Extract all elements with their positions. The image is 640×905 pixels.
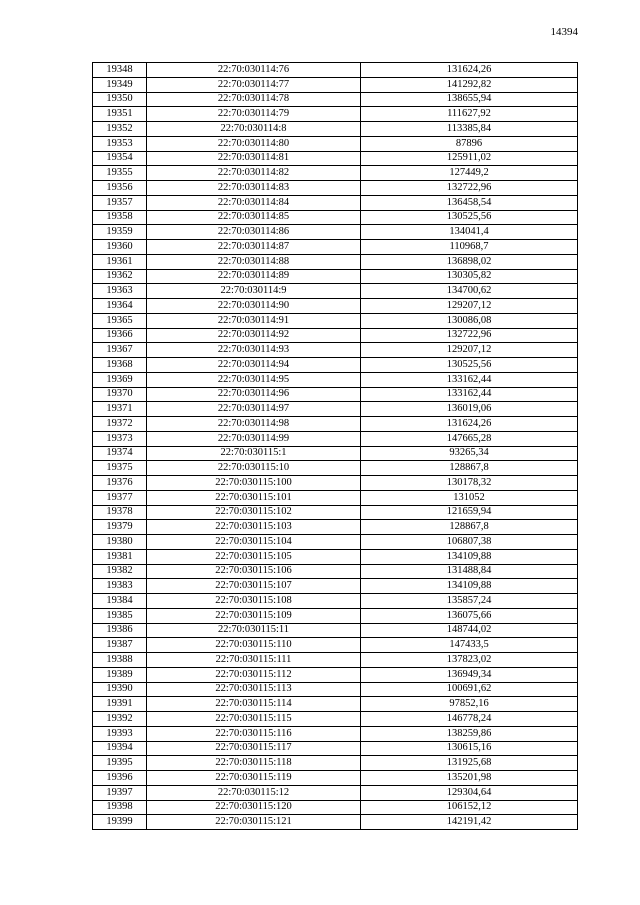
cadastral-number-cell: 22:70:030115:102 <box>147 505 361 520</box>
table-row <box>93 122 578 137</box>
row-number-cell: 19362 <box>93 269 147 284</box>
row-number-cell: 19378 <box>93 505 147 520</box>
table-row <box>93 741 578 756</box>
cadastral-number-cell: 22:70:030115:11 <box>147 623 361 638</box>
row-number-cell: 19384 <box>93 594 147 609</box>
cadastral-value-cell: 132722,96 <box>361 328 578 343</box>
cadastral-number-cell: 22:70:030115:118 <box>147 756 361 771</box>
table-row <box>93 254 578 269</box>
cadastral-number-cell: 22:70:030115:108 <box>147 594 361 609</box>
cadastral-value-cell: 136075,66 <box>361 608 578 623</box>
row-number-cell: 19394 <box>93 741 147 756</box>
row-number-cell: 19397 <box>93 785 147 800</box>
cadastral-value-cell: 129304,64 <box>361 785 578 800</box>
table-row <box>93 800 578 815</box>
row-number-cell: 19364 <box>93 299 147 314</box>
cadastral-value-cell: 132722,96 <box>361 181 578 196</box>
row-number-cell: 19358 <box>93 210 147 225</box>
row-number-cell: 19368 <box>93 358 147 373</box>
table-row <box>93 402 578 417</box>
cadastral-number-cell: 22:70:030115:120 <box>147 800 361 815</box>
row-number-cell: 19379 <box>93 520 147 535</box>
row-number-cell: 19382 <box>93 564 147 579</box>
cadastral-value-cell: 142191,42 <box>361 815 578 830</box>
cadastral-value-cell: 106152,12 <box>361 800 578 815</box>
cadastral-value-cell: 138655,94 <box>361 92 578 107</box>
cadastral-number-cell: 22:70:030114:91 <box>147 313 361 328</box>
cadastral-number-cell: 22:70:030115:100 <box>147 476 361 491</box>
table-row <box>93 343 578 358</box>
table-row <box>93 505 578 520</box>
table-row <box>93 726 578 741</box>
cadastral-value-cell: 131925,68 <box>361 756 578 771</box>
cadastral-number-cell: 22:70:030114:81 <box>147 151 361 166</box>
table-row <box>93 490 578 505</box>
table-row <box>93 682 578 697</box>
row-number-cell: 19363 <box>93 284 147 299</box>
cadastral-number-cell: 22:70:030114:79 <box>147 107 361 122</box>
cadastral-number-cell: 22:70:030115:12 <box>147 785 361 800</box>
table-row <box>93 151 578 166</box>
cadastral-number-cell: 22:70:030114:94 <box>147 358 361 373</box>
row-number-cell: 19349 <box>93 77 147 92</box>
cadastral-number-cell: 22:70:030114:88 <box>147 254 361 269</box>
row-number-cell: 19388 <box>93 653 147 668</box>
cadastral-number-cell: 22:70:030114:92 <box>147 328 361 343</box>
cadastral-number-cell: 22:70:030115:117 <box>147 741 361 756</box>
cadastral-number-cell: 22:70:030115:119 <box>147 771 361 786</box>
row-number-cell: 19387 <box>93 638 147 653</box>
cadastral-value-cell: 146778,24 <box>361 712 578 727</box>
cadastral-value-cell: 133162,44 <box>361 372 578 387</box>
cadastral-value-cell: 147665,28 <box>361 431 578 446</box>
table-row <box>93 269 578 284</box>
table-row <box>93 181 578 196</box>
row-number-cell: 19366 <box>93 328 147 343</box>
cadastral-value-cell: 121659,94 <box>361 505 578 520</box>
table-row <box>93 608 578 623</box>
row-number-cell: 19354 <box>93 151 147 166</box>
row-number-cell: 19375 <box>93 461 147 476</box>
cadastral-number-cell: 22:70:030114:98 <box>147 417 361 432</box>
row-number-cell: 19376 <box>93 476 147 491</box>
table-row <box>93 446 578 461</box>
cadastral-value-cell: 134700,62 <box>361 284 578 299</box>
cadastral-number-cell: 22:70:030115:10 <box>147 461 361 476</box>
cadastral-value-cell: 130178,32 <box>361 476 578 491</box>
cadastral-number-cell: 22:70:030114:96 <box>147 387 361 402</box>
row-number-cell: 19369 <box>93 372 147 387</box>
cadastral-number-cell: 22:70:030114:99 <box>147 431 361 446</box>
cadastral-number-cell: 22:70:030115:106 <box>147 564 361 579</box>
cadastral-value-cell: 87896 <box>361 136 578 151</box>
cadastral-value-cell: 130525,56 <box>361 210 578 225</box>
row-number-cell: 19373 <box>93 431 147 446</box>
row-number-cell: 19367 <box>93 343 147 358</box>
table-row <box>93 92 578 107</box>
cadastral-number-cell: 22:70:030114:93 <box>147 343 361 358</box>
cadastral-value-cell: 129207,12 <box>361 343 578 358</box>
row-number-cell: 19355 <box>93 166 147 181</box>
row-number-cell: 19365 <box>93 313 147 328</box>
cadastral-number-cell: 22:70:030114:90 <box>147 299 361 314</box>
cadastral-number-cell: 22:70:030114:80 <box>147 136 361 151</box>
table-row <box>93 77 578 92</box>
cadastral-number-cell: 22:70:030115:1 <box>147 446 361 461</box>
row-number-cell: 19389 <box>93 667 147 682</box>
table-row <box>93 417 578 432</box>
cadastral-value-cell: 128867,8 <box>361 520 578 535</box>
cadastral-number-cell: 22:70:030114:86 <box>147 225 361 240</box>
table-row <box>93 225 578 240</box>
cadastral-number-cell: 22:70:030114:9 <box>147 284 361 299</box>
row-number-cell: 19383 <box>93 579 147 594</box>
cadastral-number-cell: 22:70:030115:107 <box>147 579 361 594</box>
row-number-cell: 19395 <box>93 756 147 771</box>
table-row <box>93 358 578 373</box>
row-number-cell: 19391 <box>93 697 147 712</box>
cadastral-value-cell: 136898,02 <box>361 254 578 269</box>
row-number-cell: 19353 <box>93 136 147 151</box>
table-row <box>93 63 578 78</box>
cadastral-value-cell: 136458,54 <box>361 195 578 210</box>
table-row <box>93 549 578 564</box>
cadastral-number-cell: 22:70:030115:112 <box>147 667 361 682</box>
cadastral-number-cell: 22:70:030115:113 <box>147 682 361 697</box>
table-row <box>93 387 578 402</box>
cadastral-value-cell: 113385,84 <box>361 122 578 137</box>
table-row <box>93 667 578 682</box>
cadastral-number-cell: 22:70:030115:101 <box>147 490 361 505</box>
table-row <box>93 535 578 550</box>
cadastral-number-cell: 22:70:030115:115 <box>147 712 361 727</box>
row-number-cell: 19371 <box>93 402 147 417</box>
table-row <box>93 771 578 786</box>
cadastral-value-cell: 134109,88 <box>361 549 578 564</box>
cadastral-number-cell: 22:70:030114:95 <box>147 372 361 387</box>
cadastral-value-cell: 100691,62 <box>361 682 578 697</box>
cadastral-value-cell: 130615,16 <box>361 741 578 756</box>
table-row <box>93 210 578 225</box>
row-number-cell: 19372 <box>93 417 147 432</box>
cadastral-value-cell: 134109,88 <box>361 579 578 594</box>
table-row <box>93 638 578 653</box>
row-number-cell: 19357 <box>93 195 147 210</box>
registry-table <box>92 62 578 830</box>
cadastral-number-cell: 22:70:030115:105 <box>147 549 361 564</box>
cadastral-value-cell: 106807,38 <box>361 535 578 550</box>
row-number-cell: 19381 <box>93 549 147 564</box>
cadastral-number-cell: 22:70:030115:109 <box>147 608 361 623</box>
row-number-cell: 19377 <box>93 490 147 505</box>
cadastral-value-cell: 127449,2 <box>361 166 578 181</box>
cadastral-number-cell: 22:70:030115:114 <box>147 697 361 712</box>
cadastral-value-cell: 148744,02 <box>361 623 578 638</box>
cadastral-number-cell: 22:70:030114:83 <box>147 181 361 196</box>
table-row <box>93 623 578 638</box>
row-number-cell: 19385 <box>93 608 147 623</box>
cadastral-value-cell: 135857,24 <box>361 594 578 609</box>
cadastral-number-cell: 22:70:030114:87 <box>147 240 361 255</box>
cadastral-number-cell: 22:70:030114:8 <box>147 122 361 137</box>
cadastral-number-cell: 22:70:030114:89 <box>147 269 361 284</box>
cadastral-value-cell: 136949,34 <box>361 667 578 682</box>
cadastral-value-cell: 131624,26 <box>361 417 578 432</box>
table-row <box>93 594 578 609</box>
table-row <box>93 476 578 491</box>
row-number-cell: 19370 <box>93 387 147 402</box>
table-row <box>93 564 578 579</box>
row-number-cell: 19360 <box>93 240 147 255</box>
cadastral-value-cell: 129207,12 <box>361 299 578 314</box>
table-row <box>93 328 578 343</box>
row-number-cell: 19356 <box>93 181 147 196</box>
row-number-cell: 19398 <box>93 800 147 815</box>
cadastral-number-cell: 22:70:030114:76 <box>147 63 361 78</box>
row-number-cell: 19361 <box>93 254 147 269</box>
cadastral-number-cell: 22:70:030115:110 <box>147 638 361 653</box>
cadastral-number-cell: 22:70:030115:103 <box>147 520 361 535</box>
cadastral-value-cell: 130525,56 <box>361 358 578 373</box>
table-row <box>93 712 578 727</box>
table-row <box>93 284 578 299</box>
table-row <box>93 166 578 181</box>
cadastral-number-cell: 22:70:030115:111 <box>147 653 361 668</box>
cadastral-value-cell: 131624,26 <box>361 63 578 78</box>
cadastral-number-cell: 22:70:030115:121 <box>147 815 361 830</box>
table-row <box>93 240 578 255</box>
cadastral-value-cell: 133162,44 <box>361 387 578 402</box>
table-row <box>93 313 578 328</box>
cadastral-value-cell: 136019,06 <box>361 402 578 417</box>
row-number-cell: 19386 <box>93 623 147 638</box>
cadastral-value-cell: 110968,7 <box>361 240 578 255</box>
table-row <box>93 785 578 800</box>
cadastral-number-cell: 22:70:030114:77 <box>147 77 361 92</box>
cadastral-value-cell: 97852,16 <box>361 697 578 712</box>
cadastral-value-cell: 130305,82 <box>361 269 578 284</box>
table-row <box>93 107 578 122</box>
row-number-cell: 19380 <box>93 535 147 550</box>
registry-table-body <box>93 63 578 830</box>
cadastral-value-cell: 135201,98 <box>361 771 578 786</box>
cadastral-value-cell: 147433,5 <box>361 638 578 653</box>
table-row <box>93 520 578 535</box>
table-row <box>93 697 578 712</box>
row-number-cell: 19393 <box>93 726 147 741</box>
cadastral-number-cell: 22:70:030115:104 <box>147 535 361 550</box>
cadastral-value-cell: 141292,82 <box>361 77 578 92</box>
table-row <box>93 372 578 387</box>
cadastral-value-cell: 131488,84 <box>361 564 578 579</box>
cadastral-value-cell: 130086,08 <box>361 313 578 328</box>
cadastral-number-cell: 22:70:030114:78 <box>147 92 361 107</box>
cadastral-number-cell: 22:70:030115:116 <box>147 726 361 741</box>
row-number-cell: 19392 <box>93 712 147 727</box>
row-number-cell: 19352 <box>93 122 147 137</box>
table-row <box>93 299 578 314</box>
cadastral-value-cell: 138259,86 <box>361 726 578 741</box>
table-row <box>93 136 578 151</box>
row-number-cell: 19350 <box>93 92 147 107</box>
table-row <box>93 195 578 210</box>
row-number-cell: 19396 <box>93 771 147 786</box>
table-row <box>93 431 578 446</box>
cadastral-value-cell: 111627,92 <box>361 107 578 122</box>
page-number: 14394 <box>550 26 578 38</box>
cadastral-value-cell: 93265,34 <box>361 446 578 461</box>
row-number-cell: 19399 <box>93 815 147 830</box>
row-number-cell: 19359 <box>93 225 147 240</box>
table-row <box>93 461 578 476</box>
cadastral-number-cell: 22:70:030114:82 <box>147 166 361 181</box>
cadastral-value-cell: 137823,02 <box>361 653 578 668</box>
row-number-cell: 19390 <box>93 682 147 697</box>
cadastral-number-cell: 22:70:030114:97 <box>147 402 361 417</box>
table-row <box>93 653 578 668</box>
row-number-cell: 19351 <box>93 107 147 122</box>
cadastral-value-cell: 134041,4 <box>361 225 578 240</box>
row-number-cell: 19374 <box>93 446 147 461</box>
table-row <box>93 815 578 830</box>
cadastral-value-cell: 131052 <box>361 490 578 505</box>
cadastral-number-cell: 22:70:030114:85 <box>147 210 361 225</box>
cadastral-value-cell: 128867,8 <box>361 461 578 476</box>
cadastral-value-cell: 125911,02 <box>361 151 578 166</box>
row-number-cell: 19348 <box>93 63 147 78</box>
cadastral-number-cell: 22:70:030114:84 <box>147 195 361 210</box>
table-row <box>93 756 578 771</box>
table-row <box>93 579 578 594</box>
